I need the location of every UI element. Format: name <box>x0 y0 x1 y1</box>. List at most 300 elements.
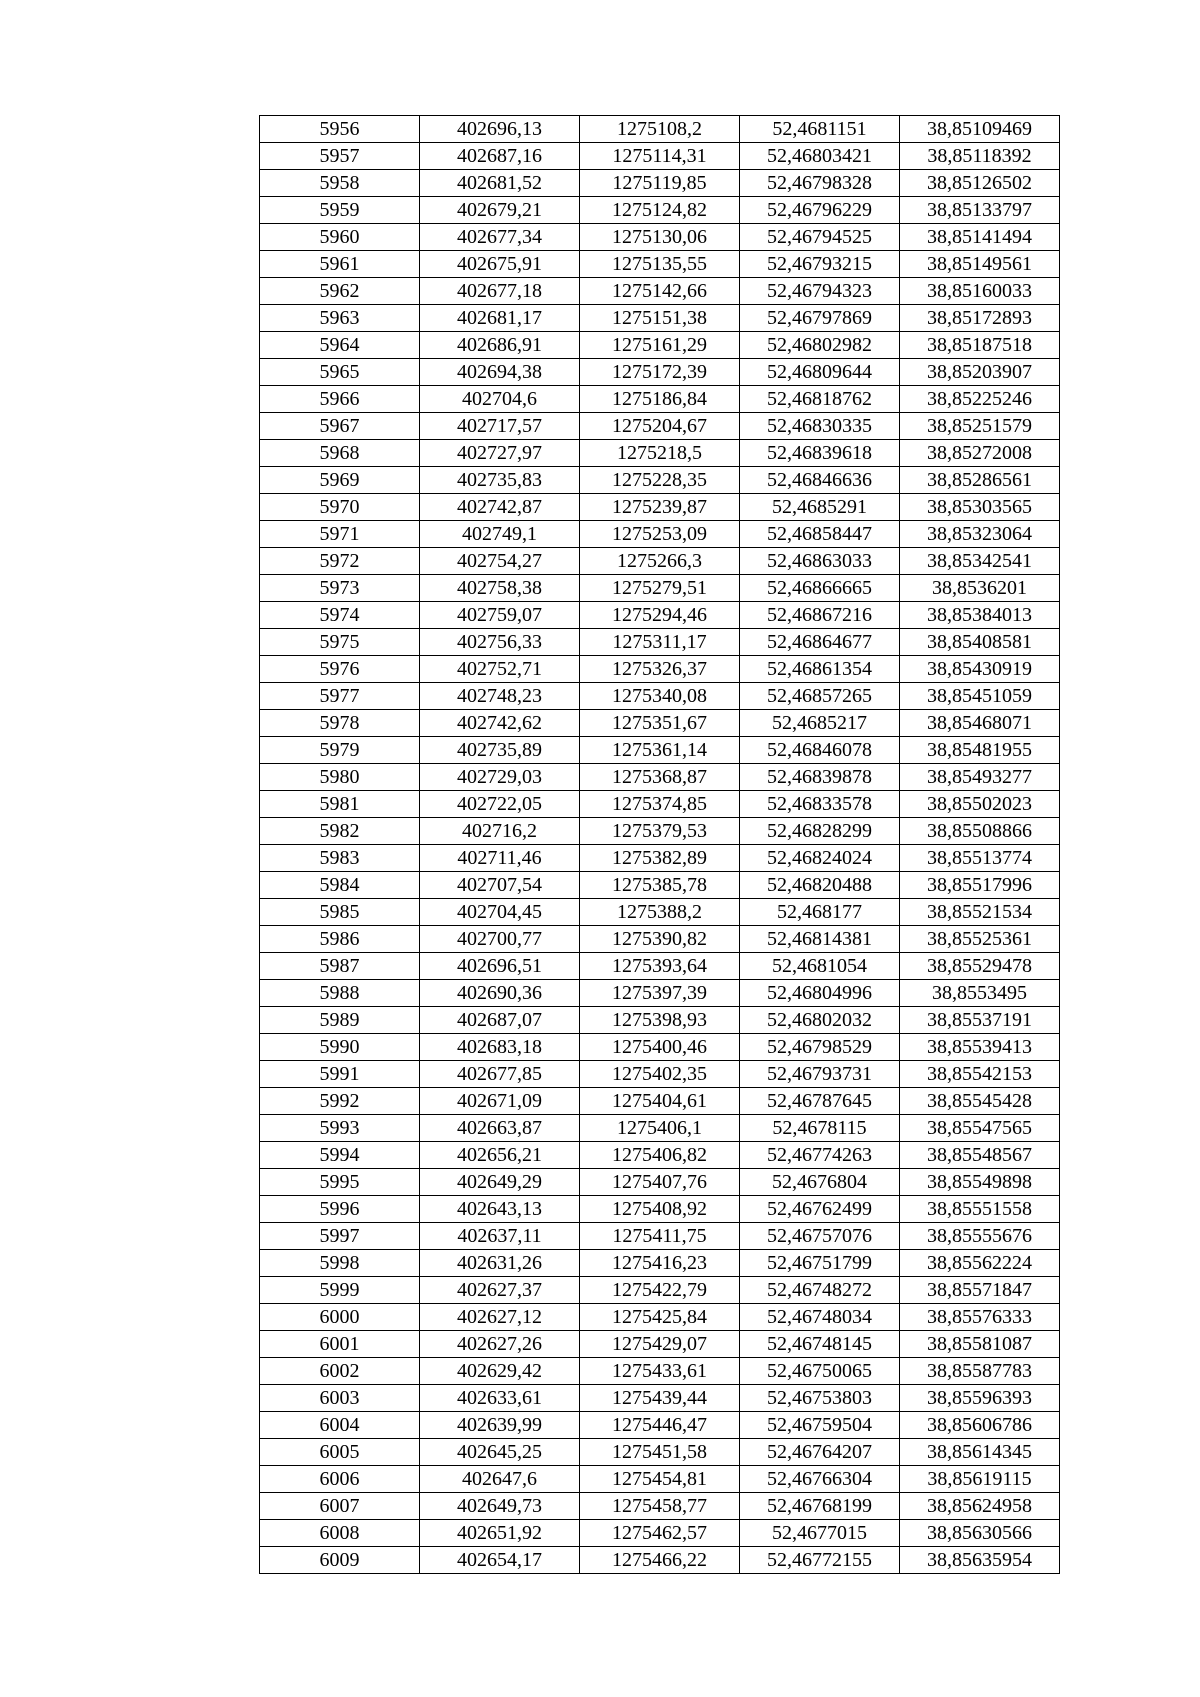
longitude-cell: 38,85141494 <box>900 224 1060 251</box>
x-coordinate-cell: 402677,34 <box>420 224 580 251</box>
x-coordinate-cell: 402758,38 <box>420 575 580 602</box>
latitude-cell: 52,46824024 <box>740 845 900 872</box>
longitude-cell: 38,85323064 <box>900 521 1060 548</box>
point-number-cell: 6007 <box>260 1493 420 1520</box>
latitude-cell: 52,46864677 <box>740 629 900 656</box>
latitude-cell: 52,46796229 <box>740 197 900 224</box>
longitude-cell: 38,85272008 <box>900 440 1060 467</box>
longitude-cell: 38,85539413 <box>900 1034 1060 1061</box>
y-coordinate-cell: 1275218,5 <box>580 440 740 467</box>
y-coordinate-cell: 1275119,85 <box>580 170 740 197</box>
latitude-cell: 52,46759504 <box>740 1412 900 1439</box>
table-row <box>260 1412 1060 1439</box>
y-coordinate-cell: 1275379,53 <box>580 818 740 845</box>
x-coordinate-cell: 402700,77 <box>420 926 580 953</box>
point-number-cell: 5974 <box>260 602 420 629</box>
latitude-cell: 52,46804996 <box>740 980 900 1007</box>
table-row <box>260 278 1060 305</box>
point-number-cell: 5998 <box>260 1250 420 1277</box>
y-coordinate-cell: 1275404,61 <box>580 1088 740 1115</box>
table-row <box>260 1358 1060 1385</box>
x-coordinate-cell: 402683,18 <box>420 1034 580 1061</box>
table-row <box>260 980 1060 1007</box>
x-coordinate-cell: 402679,21 <box>420 197 580 224</box>
table-row <box>260 251 1060 278</box>
x-coordinate-cell: 402704,6 <box>420 386 580 413</box>
point-number-cell: 6002 <box>260 1358 420 1385</box>
y-coordinate-cell: 1275228,35 <box>580 467 740 494</box>
x-coordinate-cell: 402722,05 <box>420 791 580 818</box>
point-number-cell: 5964 <box>260 332 420 359</box>
x-coordinate-cell: 402756,33 <box>420 629 580 656</box>
x-coordinate-cell: 402687,16 <box>420 143 580 170</box>
table-row <box>260 926 1060 953</box>
point-number-cell: 5986 <box>260 926 420 953</box>
x-coordinate-cell: 402645,25 <box>420 1439 580 1466</box>
longitude-cell: 38,85118392 <box>900 143 1060 170</box>
latitude-cell: 52,46793731 <box>740 1061 900 1088</box>
x-coordinate-cell: 402735,83 <box>420 467 580 494</box>
table-row <box>260 332 1060 359</box>
y-coordinate-cell: 1275388,2 <box>580 899 740 926</box>
longitude-cell: 38,85571847 <box>900 1277 1060 1304</box>
y-coordinate-cell: 1275402,35 <box>580 1061 740 1088</box>
latitude-cell: 52,46846078 <box>740 737 900 764</box>
longitude-cell: 38,85126502 <box>900 170 1060 197</box>
latitude-cell: 52,46768199 <box>740 1493 900 1520</box>
latitude-cell: 52,46748145 <box>740 1331 900 1358</box>
latitude-cell: 52,46793215 <box>740 251 900 278</box>
latitude-cell: 52,46839618 <box>740 440 900 467</box>
latitude-cell: 52,46748034 <box>740 1304 900 1331</box>
longitude-cell: 38,85635954 <box>900 1547 1060 1574</box>
table-row <box>260 305 1060 332</box>
longitude-cell: 38,85548567 <box>900 1142 1060 1169</box>
table-row <box>260 1547 1060 1574</box>
longitude-cell: 38,85549898 <box>900 1169 1060 1196</box>
x-coordinate-cell: 402627,26 <box>420 1331 580 1358</box>
longitude-cell: 38,85109469 <box>900 116 1060 143</box>
x-coordinate-cell: 402707,54 <box>420 872 580 899</box>
table-row <box>260 359 1060 386</box>
y-coordinate-cell: 1275326,37 <box>580 656 740 683</box>
latitude-cell: 52,4676804 <box>740 1169 900 1196</box>
table-row <box>260 224 1060 251</box>
y-coordinate-cell: 1275406,82 <box>580 1142 740 1169</box>
y-coordinate-cell: 1275253,09 <box>580 521 740 548</box>
point-number-cell: 5990 <box>260 1034 420 1061</box>
latitude-cell: 52,4677015 <box>740 1520 900 1547</box>
x-coordinate-cell: 402729,03 <box>420 764 580 791</box>
y-coordinate-cell: 1275108,2 <box>580 116 740 143</box>
longitude-cell: 38,85555676 <box>900 1223 1060 1250</box>
latitude-cell: 52,46794323 <box>740 278 900 305</box>
point-number-cell: 5985 <box>260 899 420 926</box>
point-number-cell: 5958 <box>260 170 420 197</box>
table-row <box>260 116 1060 143</box>
longitude-cell: 38,85537191 <box>900 1007 1060 1034</box>
point-number-cell: 5991 <box>260 1061 420 1088</box>
longitude-cell: 38,85187518 <box>900 332 1060 359</box>
longitude-cell: 38,85630566 <box>900 1520 1060 1547</box>
longitude-cell: 38,85508866 <box>900 818 1060 845</box>
y-coordinate-cell: 1275239,87 <box>580 494 740 521</box>
table-row <box>260 818 1060 845</box>
y-coordinate-cell: 1275406,1 <box>580 1115 740 1142</box>
latitude-cell: 52,46830335 <box>740 413 900 440</box>
x-coordinate-cell: 402752,71 <box>420 656 580 683</box>
x-coordinate-cell: 402675,91 <box>420 251 580 278</box>
point-number-cell: 5978 <box>260 710 420 737</box>
longitude-cell: 38,85133797 <box>900 197 1060 224</box>
latitude-cell: 52,46762499 <box>740 1196 900 1223</box>
latitude-cell: 52,46814381 <box>740 926 900 953</box>
longitude-cell: 38,8553495 <box>900 980 1060 1007</box>
table-row <box>260 413 1060 440</box>
latitude-cell: 52,46846636 <box>740 467 900 494</box>
longitude-cell: 38,85619115 <box>900 1466 1060 1493</box>
longitude-cell: 38,85203907 <box>900 359 1060 386</box>
table-row <box>260 791 1060 818</box>
x-coordinate-cell: 402629,42 <box>420 1358 580 1385</box>
table-row <box>260 1331 1060 1358</box>
x-coordinate-cell: 402627,37 <box>420 1277 580 1304</box>
table-row <box>260 1493 1060 1520</box>
point-number-cell: 5989 <box>260 1007 420 1034</box>
latitude-cell: 52,46858447 <box>740 521 900 548</box>
latitude-cell: 52,46867216 <box>740 602 900 629</box>
y-coordinate-cell: 1275462,57 <box>580 1520 740 1547</box>
latitude-cell: 52,46803421 <box>740 143 900 170</box>
x-coordinate-cell: 402637,11 <box>420 1223 580 1250</box>
table-row <box>260 494 1060 521</box>
table-row <box>260 1196 1060 1223</box>
latitude-cell: 52,46751799 <box>740 1250 900 1277</box>
x-coordinate-cell: 402671,09 <box>420 1088 580 1115</box>
x-coordinate-cell: 402704,45 <box>420 899 580 926</box>
y-coordinate-cell: 1275340,08 <box>580 683 740 710</box>
y-coordinate-cell: 1275451,58 <box>580 1439 740 1466</box>
x-coordinate-cell: 402687,07 <box>420 1007 580 1034</box>
table-row <box>260 872 1060 899</box>
table-row <box>260 440 1060 467</box>
table-row <box>260 1142 1060 1169</box>
x-coordinate-cell: 402749,1 <box>420 521 580 548</box>
point-number-cell: 5988 <box>260 980 420 1007</box>
longitude-cell: 38,85225246 <box>900 386 1060 413</box>
latitude-cell: 52,4678115 <box>740 1115 900 1142</box>
point-number-cell: 5968 <box>260 440 420 467</box>
y-coordinate-cell: 1275407,76 <box>580 1169 740 1196</box>
longitude-cell: 38,85172893 <box>900 305 1060 332</box>
table-row <box>260 710 1060 737</box>
table-row <box>260 1223 1060 1250</box>
longitude-cell: 38,85481955 <box>900 737 1060 764</box>
latitude-cell: 52,46750065 <box>740 1358 900 1385</box>
longitude-cell: 38,85551558 <box>900 1196 1060 1223</box>
point-number-cell: 6005 <box>260 1439 420 1466</box>
x-coordinate-cell: 402663,87 <box>420 1115 580 1142</box>
table-row <box>260 1250 1060 1277</box>
point-number-cell: 5980 <box>260 764 420 791</box>
longitude-cell: 38,85149561 <box>900 251 1060 278</box>
x-coordinate-cell: 402716,2 <box>420 818 580 845</box>
latitude-cell: 52,46861354 <box>740 656 900 683</box>
y-coordinate-cell: 1275385,78 <box>580 872 740 899</box>
y-coordinate-cell: 1275172,39 <box>580 359 740 386</box>
latitude-cell: 52,46818762 <box>740 386 900 413</box>
latitude-cell: 52,46794525 <box>740 224 900 251</box>
longitude-cell: 38,85624958 <box>900 1493 1060 1520</box>
point-number-cell: 5981 <box>260 791 420 818</box>
longitude-cell: 38,85562224 <box>900 1250 1060 1277</box>
longitude-cell: 38,85160033 <box>900 278 1060 305</box>
latitude-cell: 52,46797869 <box>740 305 900 332</box>
x-coordinate-cell: 402656,21 <box>420 1142 580 1169</box>
x-coordinate-cell: 402677,18 <box>420 278 580 305</box>
latitude-cell: 52,46757076 <box>740 1223 900 1250</box>
table-row <box>260 1034 1060 1061</box>
y-coordinate-cell: 1275425,84 <box>580 1304 740 1331</box>
y-coordinate-cell: 1275422,79 <box>580 1277 740 1304</box>
y-coordinate-cell: 1275361,14 <box>580 737 740 764</box>
table-row <box>260 1061 1060 1088</box>
longitude-cell: 38,85384013 <box>900 602 1060 629</box>
y-coordinate-cell: 1275186,84 <box>580 386 740 413</box>
longitude-cell: 38,85430919 <box>900 656 1060 683</box>
y-coordinate-cell: 1275130,06 <box>580 224 740 251</box>
y-coordinate-cell: 1275416,23 <box>580 1250 740 1277</box>
y-coordinate-cell: 1275458,77 <box>580 1493 740 1520</box>
table-row <box>260 548 1060 575</box>
x-coordinate-cell: 402633,61 <box>420 1385 580 1412</box>
y-coordinate-cell: 1275279,51 <box>580 575 740 602</box>
point-number-cell: 5972 <box>260 548 420 575</box>
x-coordinate-cell: 402696,13 <box>420 116 580 143</box>
y-coordinate-cell: 1275446,47 <box>580 1412 740 1439</box>
table-row <box>260 521 1060 548</box>
point-number-cell: 6008 <box>260 1520 420 1547</box>
x-coordinate-cell: 402649,73 <box>420 1493 580 1520</box>
longitude-cell: 38,85451059 <box>900 683 1060 710</box>
latitude-cell: 52,4685291 <box>740 494 900 521</box>
point-number-cell: 5983 <box>260 845 420 872</box>
point-number-cell: 5994 <box>260 1142 420 1169</box>
latitude-cell: 52,46863033 <box>740 548 900 575</box>
table-row <box>260 1169 1060 1196</box>
x-coordinate-cell: 402727,97 <box>420 440 580 467</box>
point-number-cell: 6003 <box>260 1385 420 1412</box>
point-number-cell: 6006 <box>260 1466 420 1493</box>
latitude-cell: 52,4681054 <box>740 953 900 980</box>
longitude-cell: 38,85614345 <box>900 1439 1060 1466</box>
x-coordinate-cell: 402696,51 <box>420 953 580 980</box>
x-coordinate-cell: 402717,57 <box>420 413 580 440</box>
point-number-cell: 5959 <box>260 197 420 224</box>
longitude-cell: 38,85493277 <box>900 764 1060 791</box>
point-number-cell: 5982 <box>260 818 420 845</box>
x-coordinate-cell: 402735,89 <box>420 737 580 764</box>
point-number-cell: 5970 <box>260 494 420 521</box>
longitude-cell: 38,85408581 <box>900 629 1060 656</box>
x-coordinate-cell: 402651,92 <box>420 1520 580 1547</box>
y-coordinate-cell: 1275397,39 <box>580 980 740 1007</box>
point-number-cell: 6009 <box>260 1547 420 1574</box>
longitude-cell: 38,85251579 <box>900 413 1060 440</box>
table-row <box>260 1520 1060 1547</box>
table-row <box>260 1304 1060 1331</box>
latitude-cell: 52,46787645 <box>740 1088 900 1115</box>
x-coordinate-cell: 402742,62 <box>420 710 580 737</box>
point-number-cell: 5976 <box>260 656 420 683</box>
table-row <box>260 764 1060 791</box>
table-row <box>260 1385 1060 1412</box>
y-coordinate-cell: 1275429,07 <box>580 1331 740 1358</box>
point-number-cell: 5963 <box>260 305 420 332</box>
latitude-cell: 52,46866665 <box>740 575 900 602</box>
point-number-cell: 5999 <box>260 1277 420 1304</box>
point-number-cell: 5971 <box>260 521 420 548</box>
x-coordinate-cell: 402711,46 <box>420 845 580 872</box>
x-coordinate-cell: 402754,27 <box>420 548 580 575</box>
table-row <box>260 1007 1060 1034</box>
longitude-cell: 38,85545428 <box>900 1088 1060 1115</box>
longitude-cell: 38,85542153 <box>900 1061 1060 1088</box>
point-number-cell: 5992 <box>260 1088 420 1115</box>
latitude-cell: 52,46857265 <box>740 683 900 710</box>
latitude-cell: 52,46809644 <box>740 359 900 386</box>
y-coordinate-cell: 1275294,46 <box>580 602 740 629</box>
y-coordinate-cell: 1275351,67 <box>580 710 740 737</box>
table-row <box>260 575 1060 602</box>
point-number-cell: 5984 <box>260 872 420 899</box>
longitude-cell: 38,85521534 <box>900 899 1060 926</box>
y-coordinate-cell: 1275382,89 <box>580 845 740 872</box>
table-row <box>260 143 1060 170</box>
longitude-cell: 38,85468071 <box>900 710 1060 737</box>
latitude-cell: 52,46766304 <box>740 1466 900 1493</box>
point-number-cell: 5975 <box>260 629 420 656</box>
longitude-cell: 38,85587783 <box>900 1358 1060 1385</box>
coordinates-table <box>259 115 1060 1574</box>
x-coordinate-cell: 402639,99 <box>420 1412 580 1439</box>
y-coordinate-cell: 1275161,29 <box>580 332 740 359</box>
table-row <box>260 899 1060 926</box>
y-coordinate-cell: 1275135,55 <box>580 251 740 278</box>
point-number-cell: 5962 <box>260 278 420 305</box>
longitude-cell: 38,85303565 <box>900 494 1060 521</box>
point-number-cell: 6000 <box>260 1304 420 1331</box>
x-coordinate-cell: 402647,6 <box>420 1466 580 1493</box>
table-row <box>260 170 1060 197</box>
latitude-cell: 52,46802982 <box>740 332 900 359</box>
point-number-cell: 6004 <box>260 1412 420 1439</box>
table-row <box>260 1115 1060 1142</box>
table-row <box>260 386 1060 413</box>
latitude-cell: 52,46748272 <box>740 1277 900 1304</box>
y-coordinate-cell: 1275311,17 <box>580 629 740 656</box>
table-row <box>260 683 1060 710</box>
table-row <box>260 629 1060 656</box>
y-coordinate-cell: 1275368,87 <box>580 764 740 791</box>
y-coordinate-cell: 1275151,38 <box>580 305 740 332</box>
point-number-cell: 5961 <box>260 251 420 278</box>
x-coordinate-cell: 402631,26 <box>420 1250 580 1277</box>
latitude-cell: 52,46802032 <box>740 1007 900 1034</box>
point-number-cell: 5965 <box>260 359 420 386</box>
y-coordinate-cell: 1275408,92 <box>580 1196 740 1223</box>
x-coordinate-cell: 402627,12 <box>420 1304 580 1331</box>
point-number-cell: 5977 <box>260 683 420 710</box>
point-number-cell: 5969 <box>260 467 420 494</box>
y-coordinate-cell: 1275439,44 <box>580 1385 740 1412</box>
point-number-cell: 5987 <box>260 953 420 980</box>
longitude-cell: 38,85342541 <box>900 548 1060 575</box>
latitude-cell: 52,46753803 <box>740 1385 900 1412</box>
x-coordinate-cell: 402654,17 <box>420 1547 580 1574</box>
latitude-cell: 52,46798328 <box>740 170 900 197</box>
table-row <box>260 602 1060 629</box>
x-coordinate-cell: 402686,91 <box>420 332 580 359</box>
point-number-cell: 5960 <box>260 224 420 251</box>
point-number-cell: 5973 <box>260 575 420 602</box>
y-coordinate-cell: 1275204,67 <box>580 413 740 440</box>
table-row <box>260 1277 1060 1304</box>
longitude-cell: 38,85529478 <box>900 953 1060 980</box>
latitude-cell: 52,4685217 <box>740 710 900 737</box>
y-coordinate-cell: 1275454,81 <box>580 1466 740 1493</box>
longitude-cell: 38,85525361 <box>900 926 1060 953</box>
point-number-cell: 5995 <box>260 1169 420 1196</box>
longitude-cell: 38,85596393 <box>900 1385 1060 1412</box>
x-coordinate-cell: 402649,29 <box>420 1169 580 1196</box>
latitude-cell: 52,46828299 <box>740 818 900 845</box>
x-coordinate-cell: 402643,13 <box>420 1196 580 1223</box>
longitude-cell: 38,85513774 <box>900 845 1060 872</box>
table-row <box>260 1466 1060 1493</box>
longitude-cell: 38,85576333 <box>900 1304 1060 1331</box>
latitude-cell: 52,46820488 <box>740 872 900 899</box>
x-coordinate-cell: 402694,38 <box>420 359 580 386</box>
table-row <box>260 197 1060 224</box>
y-coordinate-cell: 1275393,64 <box>580 953 740 980</box>
latitude-cell: 52,46798529 <box>740 1034 900 1061</box>
longitude-cell: 38,85606786 <box>900 1412 1060 1439</box>
point-number-cell: 5956 <box>260 116 420 143</box>
x-coordinate-cell: 402681,52 <box>420 170 580 197</box>
y-coordinate-cell: 1275374,85 <box>580 791 740 818</box>
table-row <box>260 1088 1060 1115</box>
coordinates-table-body <box>260 116 1060 1574</box>
point-number-cell: 5966 <box>260 386 420 413</box>
table-row <box>260 656 1060 683</box>
table-row <box>260 845 1060 872</box>
table-row <box>260 467 1060 494</box>
latitude-cell: 52,46774263 <box>740 1142 900 1169</box>
y-coordinate-cell: 1275398,93 <box>580 1007 740 1034</box>
longitude-cell: 38,8536201 <box>900 575 1060 602</box>
point-number-cell: 5957 <box>260 143 420 170</box>
y-coordinate-cell: 1275266,3 <box>580 548 740 575</box>
point-number-cell: 5997 <box>260 1223 420 1250</box>
x-coordinate-cell: 402759,07 <box>420 602 580 629</box>
x-coordinate-cell: 402681,17 <box>420 305 580 332</box>
x-coordinate-cell: 402690,36 <box>420 980 580 1007</box>
longitude-cell: 38,85547565 <box>900 1115 1060 1142</box>
longitude-cell: 38,85502023 <box>900 791 1060 818</box>
latitude-cell: 52,46839878 <box>740 764 900 791</box>
latitude-cell: 52,46772155 <box>740 1547 900 1574</box>
